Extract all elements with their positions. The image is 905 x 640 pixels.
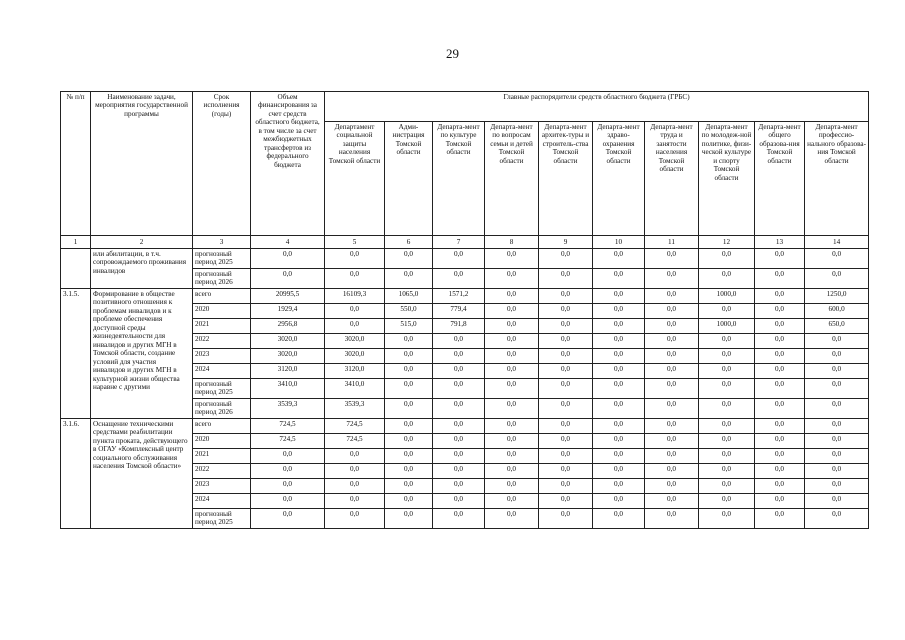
grbs-value-cell: 1000,0 (699, 289, 755, 304)
grbs-value-cell: 0,0 (539, 464, 593, 479)
grbs-value-cell: 0,0 (385, 419, 433, 434)
grbs-value-cell: 0,0 (433, 399, 485, 419)
item-index: 3.1.5. (61, 289, 91, 419)
grbs-value-cell: 0,0 (805, 249, 869, 269)
grbs-value-cell: 0,0 (433, 479, 485, 494)
grbs-value-cell: 3120,0 (325, 364, 385, 379)
grbs-value-cell: 0,0 (645, 399, 699, 419)
term-cell: прогнозный период 2025 (193, 249, 251, 269)
grbs-value-cell: 0,0 (485, 304, 539, 319)
grbs-value-cell: 0,0 (325, 509, 385, 529)
grbs-value-cell: 0,0 (385, 464, 433, 479)
column-number: 1 (61, 236, 91, 249)
grbs-value-cell: 0,0 (539, 479, 593, 494)
grbs-value-cell: 0,0 (485, 379, 539, 399)
grbs-value-cell: 0,0 (645, 464, 699, 479)
grbs-value-cell: 0,0 (805, 419, 869, 434)
grbs-value-cell: 0,0 (593, 269, 645, 289)
volume-cell: 1929,4 (251, 304, 325, 319)
column-number: 6 (385, 236, 433, 249)
column-number: 13 (755, 236, 805, 249)
header-grbs-7: Департа-мент труда и занятости населения Томской области (645, 122, 699, 236)
grbs-value-cell: 0,0 (699, 269, 755, 289)
grbs-value-cell: 0,0 (485, 269, 539, 289)
header-grbs-5: Департа-мент архитек-туры и строитель-ства Томской области (539, 122, 593, 236)
grbs-value-cell: 0,0 (385, 379, 433, 399)
header-grbs-8: Департа-мент по молодеж-ной политике, физи-ческой культуре и спорту Томской области (699, 122, 755, 236)
grbs-value-cell: 0,0 (325, 464, 385, 479)
grbs-value-cell: 0,0 (385, 349, 433, 364)
volume-cell: 724,5 (251, 434, 325, 449)
term-cell: 2020 (193, 304, 251, 319)
grbs-value-cell: 0,0 (699, 334, 755, 349)
column-number: 3 (193, 236, 251, 249)
grbs-value-cell: 0,0 (433, 494, 485, 509)
grbs-value-cell: 3020,0 (325, 349, 385, 364)
volume-cell: 3539,3 (251, 399, 325, 419)
grbs-value-cell: 0,0 (593, 509, 645, 529)
grbs-value-cell: 0,0 (385, 434, 433, 449)
grbs-value-cell: 0,0 (645, 509, 699, 529)
table-row (61, 249, 869, 269)
grbs-value-cell: 0,0 (433, 249, 485, 269)
grbs-value-cell: 0,0 (699, 364, 755, 379)
grbs-value-cell: 0,0 (645, 379, 699, 399)
grbs-value-cell: 0,0 (645, 479, 699, 494)
grbs-value-cell: 0,0 (433, 364, 485, 379)
grbs-value-cell: 0,0 (539, 434, 593, 449)
grbs-value-cell: 0,0 (485, 319, 539, 334)
term-cell: всего (193, 419, 251, 434)
grbs-value-cell: 0,0 (433, 334, 485, 349)
grbs-value-cell: 0,0 (539, 494, 593, 509)
grbs-value-cell: 0,0 (593, 379, 645, 399)
grbs-value-cell: 0,0 (385, 449, 433, 464)
volume-cell: 0,0 (251, 509, 325, 529)
grbs-value-cell: 3020,0 (325, 334, 385, 349)
grbs-value-cell: 0,0 (699, 464, 755, 479)
term-cell: прогнозный период 2026 (193, 399, 251, 419)
grbs-value-cell: 0,0 (805, 334, 869, 349)
grbs-value-cell: 0,0 (645, 269, 699, 289)
grbs-value-cell: 0,0 (539, 419, 593, 434)
grbs-value-cell: 0,0 (755, 399, 805, 419)
grbs-value-cell: 0,0 (593, 304, 645, 319)
grbs-value-cell: 0,0 (805, 464, 869, 479)
term-cell: 2024 (193, 364, 251, 379)
grbs-value-cell: 0,0 (593, 449, 645, 464)
grbs-value-cell: 0,0 (433, 449, 485, 464)
term-cell: 2024 (193, 494, 251, 509)
grbs-value-cell: 0,0 (485, 494, 539, 509)
grbs-value-cell: 600,0 (805, 304, 869, 319)
grbs-value-cell: 0,0 (539, 289, 593, 304)
grbs-value-cell: 0,0 (433, 269, 485, 289)
grbs-value-cell: 0,0 (539, 379, 593, 399)
grbs-value-cell: 0,0 (593, 494, 645, 509)
grbs-value-cell: 0,0 (485, 399, 539, 419)
table-row (61, 289, 869, 304)
header-col-no: № п/п (61, 92, 91, 236)
grbs-value-cell: 0,0 (485, 434, 539, 449)
grbs-value-cell: 0,0 (485, 334, 539, 349)
grbs-value-cell: 0,0 (699, 304, 755, 319)
grbs-value-cell: 0,0 (385, 269, 433, 289)
grbs-value-cell: 0,0 (645, 304, 699, 319)
header-grbs-3: Департа-мент по культуре Томской области (433, 122, 485, 236)
volume-cell: 3020,0 (251, 349, 325, 364)
grbs-value-cell: 0,0 (539, 364, 593, 379)
grbs-value-cell: 0,0 (433, 509, 485, 529)
header-grbs-1: Департамент социальной защиты населения Томской области (325, 122, 385, 236)
grbs-value-cell: 0,0 (645, 364, 699, 379)
header-grbs-2: Адми-нистрация Томской области (385, 122, 433, 236)
item-name: Оснащение техническими средствами реабилитации пункта проката, действующего в ОГАУ «Комплексный центр социального обслуживания населения Томской области» (91, 419, 193, 529)
term-cell: всего (193, 289, 251, 304)
grbs-value-cell: 515,0 (385, 319, 433, 334)
grbs-value-cell: 0,0 (645, 434, 699, 449)
grbs-value-cell: 779,4 (433, 304, 485, 319)
grbs-value-cell: 0,0 (485, 349, 539, 364)
grbs-value-cell: 0,0 (385, 364, 433, 379)
volume-cell: 724,5 (251, 419, 325, 434)
grbs-value-cell: 0,0 (755, 334, 805, 349)
grbs-value-cell: 0,0 (755, 434, 805, 449)
header-grbs-10: Департа-мент профессио-нального образова-ния Томской области (805, 122, 869, 236)
column-number: 4 (251, 236, 325, 249)
volume-cell: 0,0 (251, 249, 325, 269)
grbs-value-cell: 0,0 (325, 449, 385, 464)
item-name: или абилитации, в т.ч. сопровождаемого проживания инвалидов (91, 249, 193, 289)
grbs-value-cell: 0,0 (593, 334, 645, 349)
page-number: 29 (446, 46, 459, 61)
column-number: 8 (485, 236, 539, 249)
grbs-value-cell: 0,0 (433, 464, 485, 479)
grbs-value-cell: 0,0 (539, 349, 593, 364)
grbs-value-cell: 724,5 (325, 434, 385, 449)
grbs-value-cell: 0,0 (325, 479, 385, 494)
grbs-value-cell: 0,0 (755, 249, 805, 269)
grbs-value-cell: 0,0 (385, 509, 433, 529)
header-col-volume: Объем финансирования за счет средств областного бюджета, в том числе за счет межбюджетных трансфертов из федерального бюджета (251, 92, 325, 236)
grbs-value-cell: 0,0 (805, 494, 869, 509)
column-number: 14 (805, 236, 869, 249)
term-cell: прогнозный период 2025 (193, 379, 251, 399)
grbs-value-cell: 0,0 (485, 419, 539, 434)
grbs-value-cell: 0,0 (805, 399, 869, 419)
grbs-value-cell: 1065,0 (385, 289, 433, 304)
term-cell: 2022 (193, 464, 251, 479)
grbs-value-cell: 0,0 (485, 449, 539, 464)
grbs-value-cell: 0,0 (539, 269, 593, 289)
column-number: 12 (699, 236, 755, 249)
grbs-value-cell: 1250,0 (805, 289, 869, 304)
grbs-value-cell: 0,0 (645, 334, 699, 349)
grbs-value-cell: 791,8 (433, 319, 485, 334)
volume-cell: 0,0 (251, 269, 325, 289)
grbs-value-cell: 0,0 (805, 434, 869, 449)
grbs-value-cell: 0,0 (645, 349, 699, 364)
grbs-value-cell: 0,0 (755, 509, 805, 529)
item-index: 3.1.6. (61, 419, 91, 529)
grbs-value-cell: 0,0 (699, 419, 755, 434)
grbs-value-cell: 0,0 (699, 509, 755, 529)
grbs-value-cell: 0,0 (593, 289, 645, 304)
grbs-value-cell: 0,0 (755, 364, 805, 379)
grbs-value-cell: 0,0 (385, 249, 433, 269)
grbs-value-cell: 0,0 (805, 479, 869, 494)
grbs-value-cell: 0,0 (755, 304, 805, 319)
grbs-value-cell: 0,0 (385, 399, 433, 419)
column-number: 9 (539, 236, 593, 249)
grbs-value-cell: 16109,3 (325, 289, 385, 304)
grbs-value-cell: 0,0 (485, 464, 539, 479)
term-cell: прогнозный период 2026 (193, 269, 251, 289)
grbs-value-cell: 0,0 (645, 449, 699, 464)
volume-cell: 0,0 (251, 494, 325, 509)
volume-cell: 3020,0 (251, 334, 325, 349)
grbs-value-cell: 0,0 (593, 419, 645, 434)
grbs-value-cell: 0,0 (805, 379, 869, 399)
grbs-value-cell: 0,0 (433, 434, 485, 449)
volume-cell: 2956,8 (251, 319, 325, 334)
grbs-value-cell: 0,0 (593, 319, 645, 334)
grbs-value-cell: 0,0 (593, 249, 645, 269)
grbs-value-cell: 0,0 (485, 479, 539, 494)
header-grbs-4: Департа-мент по вопросам семьи и детей Томской области (485, 122, 539, 236)
grbs-value-cell: 1000,0 (699, 319, 755, 334)
grbs-value-cell: 0,0 (755, 319, 805, 334)
grbs-value-cell: 0,0 (699, 249, 755, 269)
grbs-value-cell: 0,0 (539, 399, 593, 419)
grbs-value-cell: 0,0 (385, 494, 433, 509)
column-number: 7 (433, 236, 485, 249)
table-row (61, 419, 869, 434)
grbs-value-cell: 0,0 (485, 364, 539, 379)
grbs-value-cell: 0,0 (645, 249, 699, 269)
grbs-value-cell: 0,0 (699, 479, 755, 494)
term-cell: 2021 (193, 319, 251, 334)
volume-cell: 0,0 (251, 464, 325, 479)
grbs-value-cell: 0,0 (539, 449, 593, 464)
grbs-value-cell: 0,0 (325, 304, 385, 319)
grbs-value-cell: 0,0 (593, 349, 645, 364)
term-cell: 2022 (193, 334, 251, 349)
grbs-value-cell: 0,0 (385, 334, 433, 349)
volume-cell: 3120,0 (251, 364, 325, 379)
grbs-value-cell: 0,0 (755, 464, 805, 479)
header-col-term: Срок исполнения (годы) (193, 92, 251, 236)
grbs-value-cell: 0,0 (805, 509, 869, 529)
grbs-value-cell: 0,0 (699, 494, 755, 509)
grbs-value-cell: 0,0 (805, 449, 869, 464)
grbs-value-cell: 0,0 (539, 509, 593, 529)
grbs-value-cell: 3410,0 (325, 379, 385, 399)
grbs-value-cell: 0,0 (433, 349, 485, 364)
grbs-value-cell: 550,0 (385, 304, 433, 319)
grbs-value-cell: 0,0 (645, 494, 699, 509)
grbs-value-cell: 0,0 (325, 319, 385, 334)
header-grbs-6: Департа-мент здраво-охранения Томской области (593, 122, 645, 236)
column-number: 2 (91, 236, 193, 249)
grbs-value-cell: 0,0 (699, 449, 755, 464)
volume-cell: 3410,0 (251, 379, 325, 399)
grbs-value-cell: 0,0 (485, 289, 539, 304)
term-cell: 2021 (193, 449, 251, 464)
volume-cell: 0,0 (251, 449, 325, 464)
grbs-value-cell: 0,0 (755, 419, 805, 434)
header-col-name: Наименование задачи, мероприятия государственной программы (91, 92, 193, 236)
grbs-value-cell: 0,0 (593, 399, 645, 419)
grbs-value-cell: 0,0 (385, 479, 433, 494)
grbs-value-cell: 0,0 (755, 494, 805, 509)
grbs-value-cell: 0,0 (539, 319, 593, 334)
grbs-value-cell: 0,0 (755, 379, 805, 399)
column-number: 5 (325, 236, 385, 249)
grbs-value-cell: 0,0 (539, 304, 593, 319)
grbs-value-cell: 0,0 (645, 419, 699, 434)
grbs-value-cell: 0,0 (433, 419, 485, 434)
header-grbs-group: Главные распорядители средств областного бюджета (ГРБС) (325, 92, 869, 122)
grbs-value-cell: 0,0 (485, 249, 539, 269)
grbs-value-cell: 0,0 (699, 379, 755, 399)
grbs-value-cell: 3539,3 (325, 399, 385, 419)
header-grbs-9: Департа-мент общего образова-ния Томской области (755, 122, 805, 236)
volume-cell: 0,0 (251, 479, 325, 494)
grbs-value-cell: 0,0 (755, 289, 805, 304)
grbs-value-cell: 0,0 (805, 269, 869, 289)
grbs-value-cell: 0,0 (593, 479, 645, 494)
volume-cell: 20995,5 (251, 289, 325, 304)
column-number: 11 (645, 236, 699, 249)
grbs-value-cell: 0,0 (755, 349, 805, 364)
grbs-value-cell: 0,0 (755, 479, 805, 494)
column-number: 10 (593, 236, 645, 249)
item-name: Формирование в обществе позитивного отношения к проблемам инвалидов и к проблеме обеспечения доступной среды жизнедеятельности для инвалидов и других МГН в Томской области, создание условий для участия инвалидов и других МГН в культурной жизни общества наравне с другими (91, 289, 193, 419)
grbs-value-cell: 0,0 (805, 364, 869, 379)
grbs-value-cell: 0,0 (593, 364, 645, 379)
grbs-value-cell: 1571,2 (433, 289, 485, 304)
grbs-value-cell: 0,0 (539, 334, 593, 349)
grbs-value-cell: 0,0 (433, 379, 485, 399)
grbs-value-cell: 0,0 (805, 349, 869, 364)
grbs-value-cell: 0,0 (755, 269, 805, 289)
grbs-value-cell: 0,0 (485, 509, 539, 529)
grbs-value-cell: 0,0 (325, 269, 385, 289)
grbs-value-cell: 0,0 (645, 319, 699, 334)
grbs-value-cell: 0,0 (755, 449, 805, 464)
grbs-value-cell: 0,0 (699, 399, 755, 419)
grbs-value-cell: 724,5 (325, 419, 385, 434)
grbs-value-cell: 0,0 (325, 249, 385, 269)
grbs-value-cell: 0,0 (699, 434, 755, 449)
term-cell: прогнозный период 2025 (193, 509, 251, 529)
term-cell: 2023 (193, 349, 251, 364)
item-index (61, 249, 91, 289)
grbs-value-cell: 0,0 (645, 289, 699, 304)
grbs-value-cell: 650,0 (805, 319, 869, 334)
grbs-value-cell: 0,0 (699, 349, 755, 364)
grbs-value-cell: 0,0 (325, 494, 385, 509)
grbs-value-cell: 0,0 (593, 434, 645, 449)
term-cell: 2023 (193, 479, 251, 494)
grbs-value-cell: 0,0 (539, 249, 593, 269)
term-cell: 2020 (193, 434, 251, 449)
grbs-value-cell: 0,0 (593, 464, 645, 479)
budget-table (60, 91, 869, 529)
